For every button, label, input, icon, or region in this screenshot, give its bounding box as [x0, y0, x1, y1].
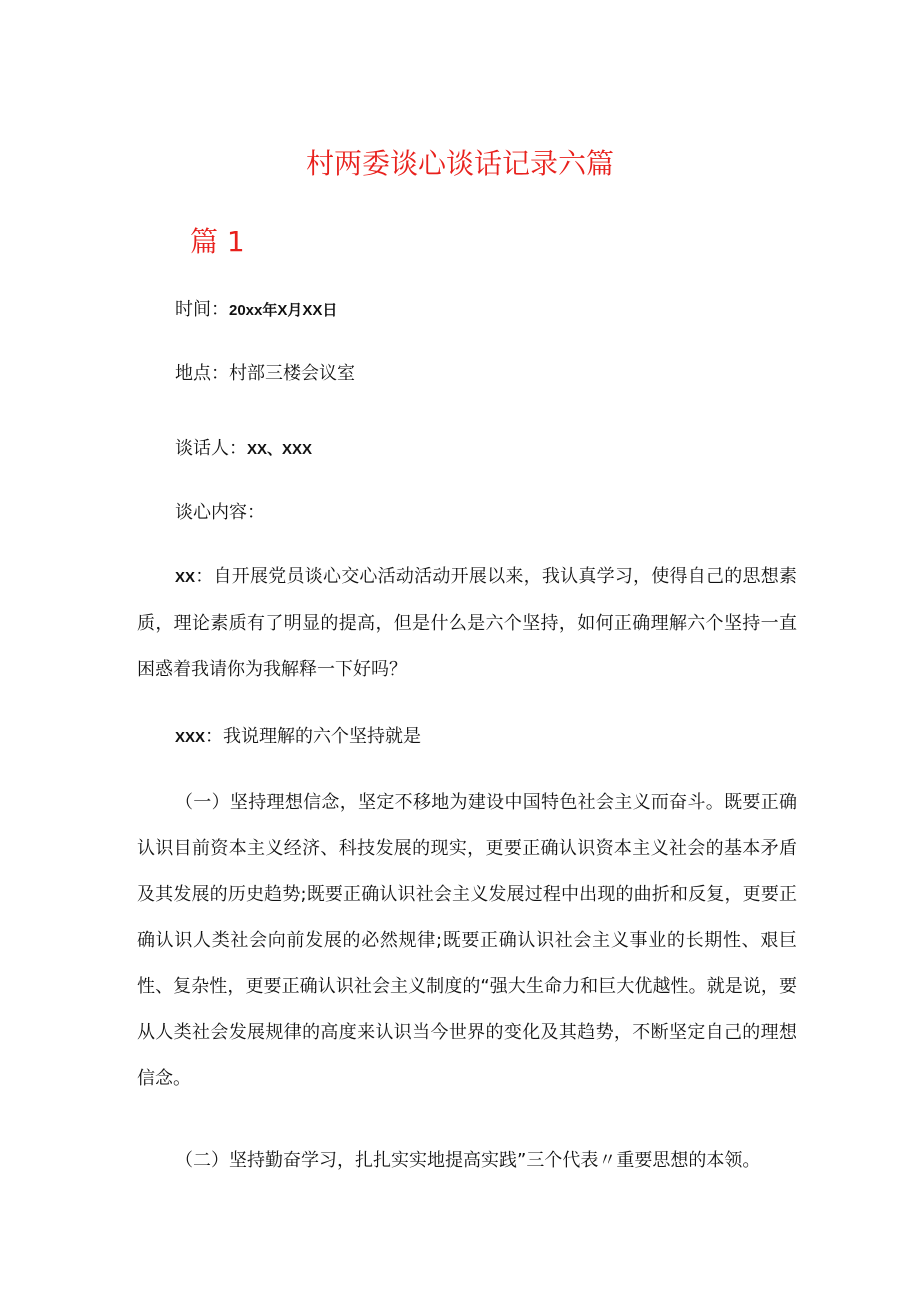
meta-time [175, 296, 337, 325]
meta-content-label: 谈心内容： [175, 502, 265, 523]
paragraph-3: （一）坚持理想信念，坚定不移地为建设中国特色社会主义而奋斗。既要正确认识目前资本主义经济、科技发展的现实，更要正确认识资本主义社会的基本矛盾及其发展的历史趋势;既要正确认识社会主义发展过程中出现的曲折和反复，更要正确认识人类社会向前发展的必然规律;既要正确认识社会主义事业的长期性、艰巨性、复杂性，更要正确认识社会主义制度的“强大生命力和巨大优越性。就是说，要从人类社会发展规律的高度来认识当今世界的变化及其趋势，不断坚定自己的理想信念。 [137, 792, 797, 1089]
section-heading: 篇 1 [190, 225, 245, 258]
meta-speakers-value: XX、XXX [247, 441, 313, 458]
meta-place-label: 地点： [175, 363, 229, 384]
paragraph-4: （二）坚持勤奋学习，扎扎实实地提高实践”三个代表〃重要思想的本领。 [175, 1150, 761, 1171]
paragraph-2-text: ：我说理解的六个坚持就是 [205, 726, 422, 747]
meta-time-label: 时间： [175, 299, 229, 320]
meta-place-value: 村部三楼会议室 [229, 363, 355, 384]
paragraph-1-text: ：自开展党员谈心交心活动活动开展以来，我认真学习，使得自己的思想素质，理论素质有了明显的提高，但是什么是六个坚持，如何正确理解六个坚持一直困惑着我请你为我解释一下好吗？ [137, 566, 797, 680]
meta-place [175, 360, 355, 388]
paragraph-2 [137, 714, 797, 761]
meta-time-value: 20xx年X月XX日 [229, 302, 338, 319]
document-title: 村两委谈心谈话记录六篇 [305, 147, 614, 180]
meta-speakers [175, 435, 312, 464]
meta-speakers-label: 谈话人： [175, 438, 247, 459]
paragraph-1 [137, 554, 797, 693]
paragraph-1-speaker: XX [175, 569, 196, 586]
paragraph-2-speaker: XXX [175, 729, 206, 746]
